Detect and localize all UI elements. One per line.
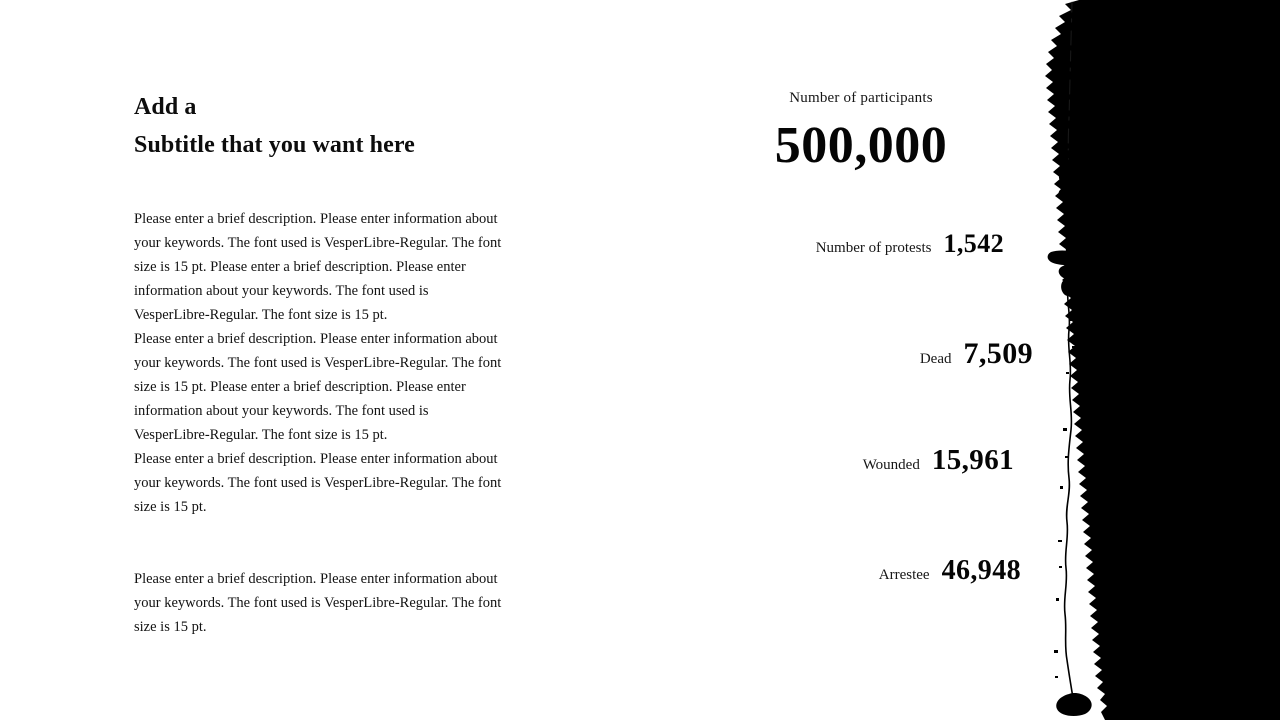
stat-value-wounded: 15,961	[931, 444, 1014, 476]
title-line-2: Subtitle that you want here	[134, 132, 415, 158]
stat-hero-participants	[700, 88, 1040, 176]
torn-black-mass	[1045, 0, 1280, 720]
body-paragraph-2: Please enter a brief description. Please enter information about your keywords. The font used is VesperLibre-Regular. The font size is 15 pt. Please enter a brief description. Please enter information about your keywords. The font used is VesperLibre-Regular. The font size is 15 pt.	[134, 331, 502, 443]
page-title	[134, 88, 504, 164]
statistics-column	[700, 88, 1040, 588]
stat-row-dead	[700, 336, 1040, 372]
body-paragraph-1: Please enter a brief description. Please enter information about your keywords. The font used is VesperLibre-Regular. The font size is 15 pt. Please enter a brief description. Please enter information about your keywords. The font used is VesperLibre-Regular. The font size is 15 pt.	[134, 211, 502, 323]
ink-blobs	[1048, 150, 1092, 716]
stat-value-arrestee: 46,948	[941, 555, 1021, 586]
left-text-column	[134, 88, 504, 639]
ink-decoration	[1045, 0, 1280, 720]
body-paragraph-3: Please enter a brief description. Please enter information about your keywords. The font used is VesperLibre-Regular. The font size is 15 pt.	[134, 451, 502, 515]
stat-label-wounded: Wounded	[862, 457, 920, 473]
stat-hero-value: 500,000	[774, 117, 948, 174]
stat-label-dead: Dead	[919, 351, 952, 367]
ink-brush-line	[1065, 2, 1073, 698]
ink-speckles	[1054, 90, 1100, 678]
stat-value-number-of-protests: 1,542	[943, 229, 1004, 258]
stat-value-dead: 7,509	[963, 337, 1033, 370]
title-line-1: Add a	[134, 94, 197, 120]
stat-row-number-of-protests	[700, 228, 1040, 260]
stat-row-arrestee	[700, 554, 1040, 588]
stat-hero-label: Number of participants	[789, 90, 933, 106]
stat-label-number-of-protests: Number of protests	[815, 240, 932, 256]
torn-ink-edge-icon	[1045, 0, 1280, 720]
body-paragraph-4: Please enter a brief description. Please enter information about your keywords. The font used is VesperLibre-Regular. The font size is 15 pt.	[134, 571, 502, 635]
paragraph-spacer	[134, 519, 504, 567]
stat-row-wounded	[700, 442, 1040, 478]
stat-label-arrestee: Arrestee	[878, 567, 930, 583]
body-copy	[134, 207, 504, 639]
